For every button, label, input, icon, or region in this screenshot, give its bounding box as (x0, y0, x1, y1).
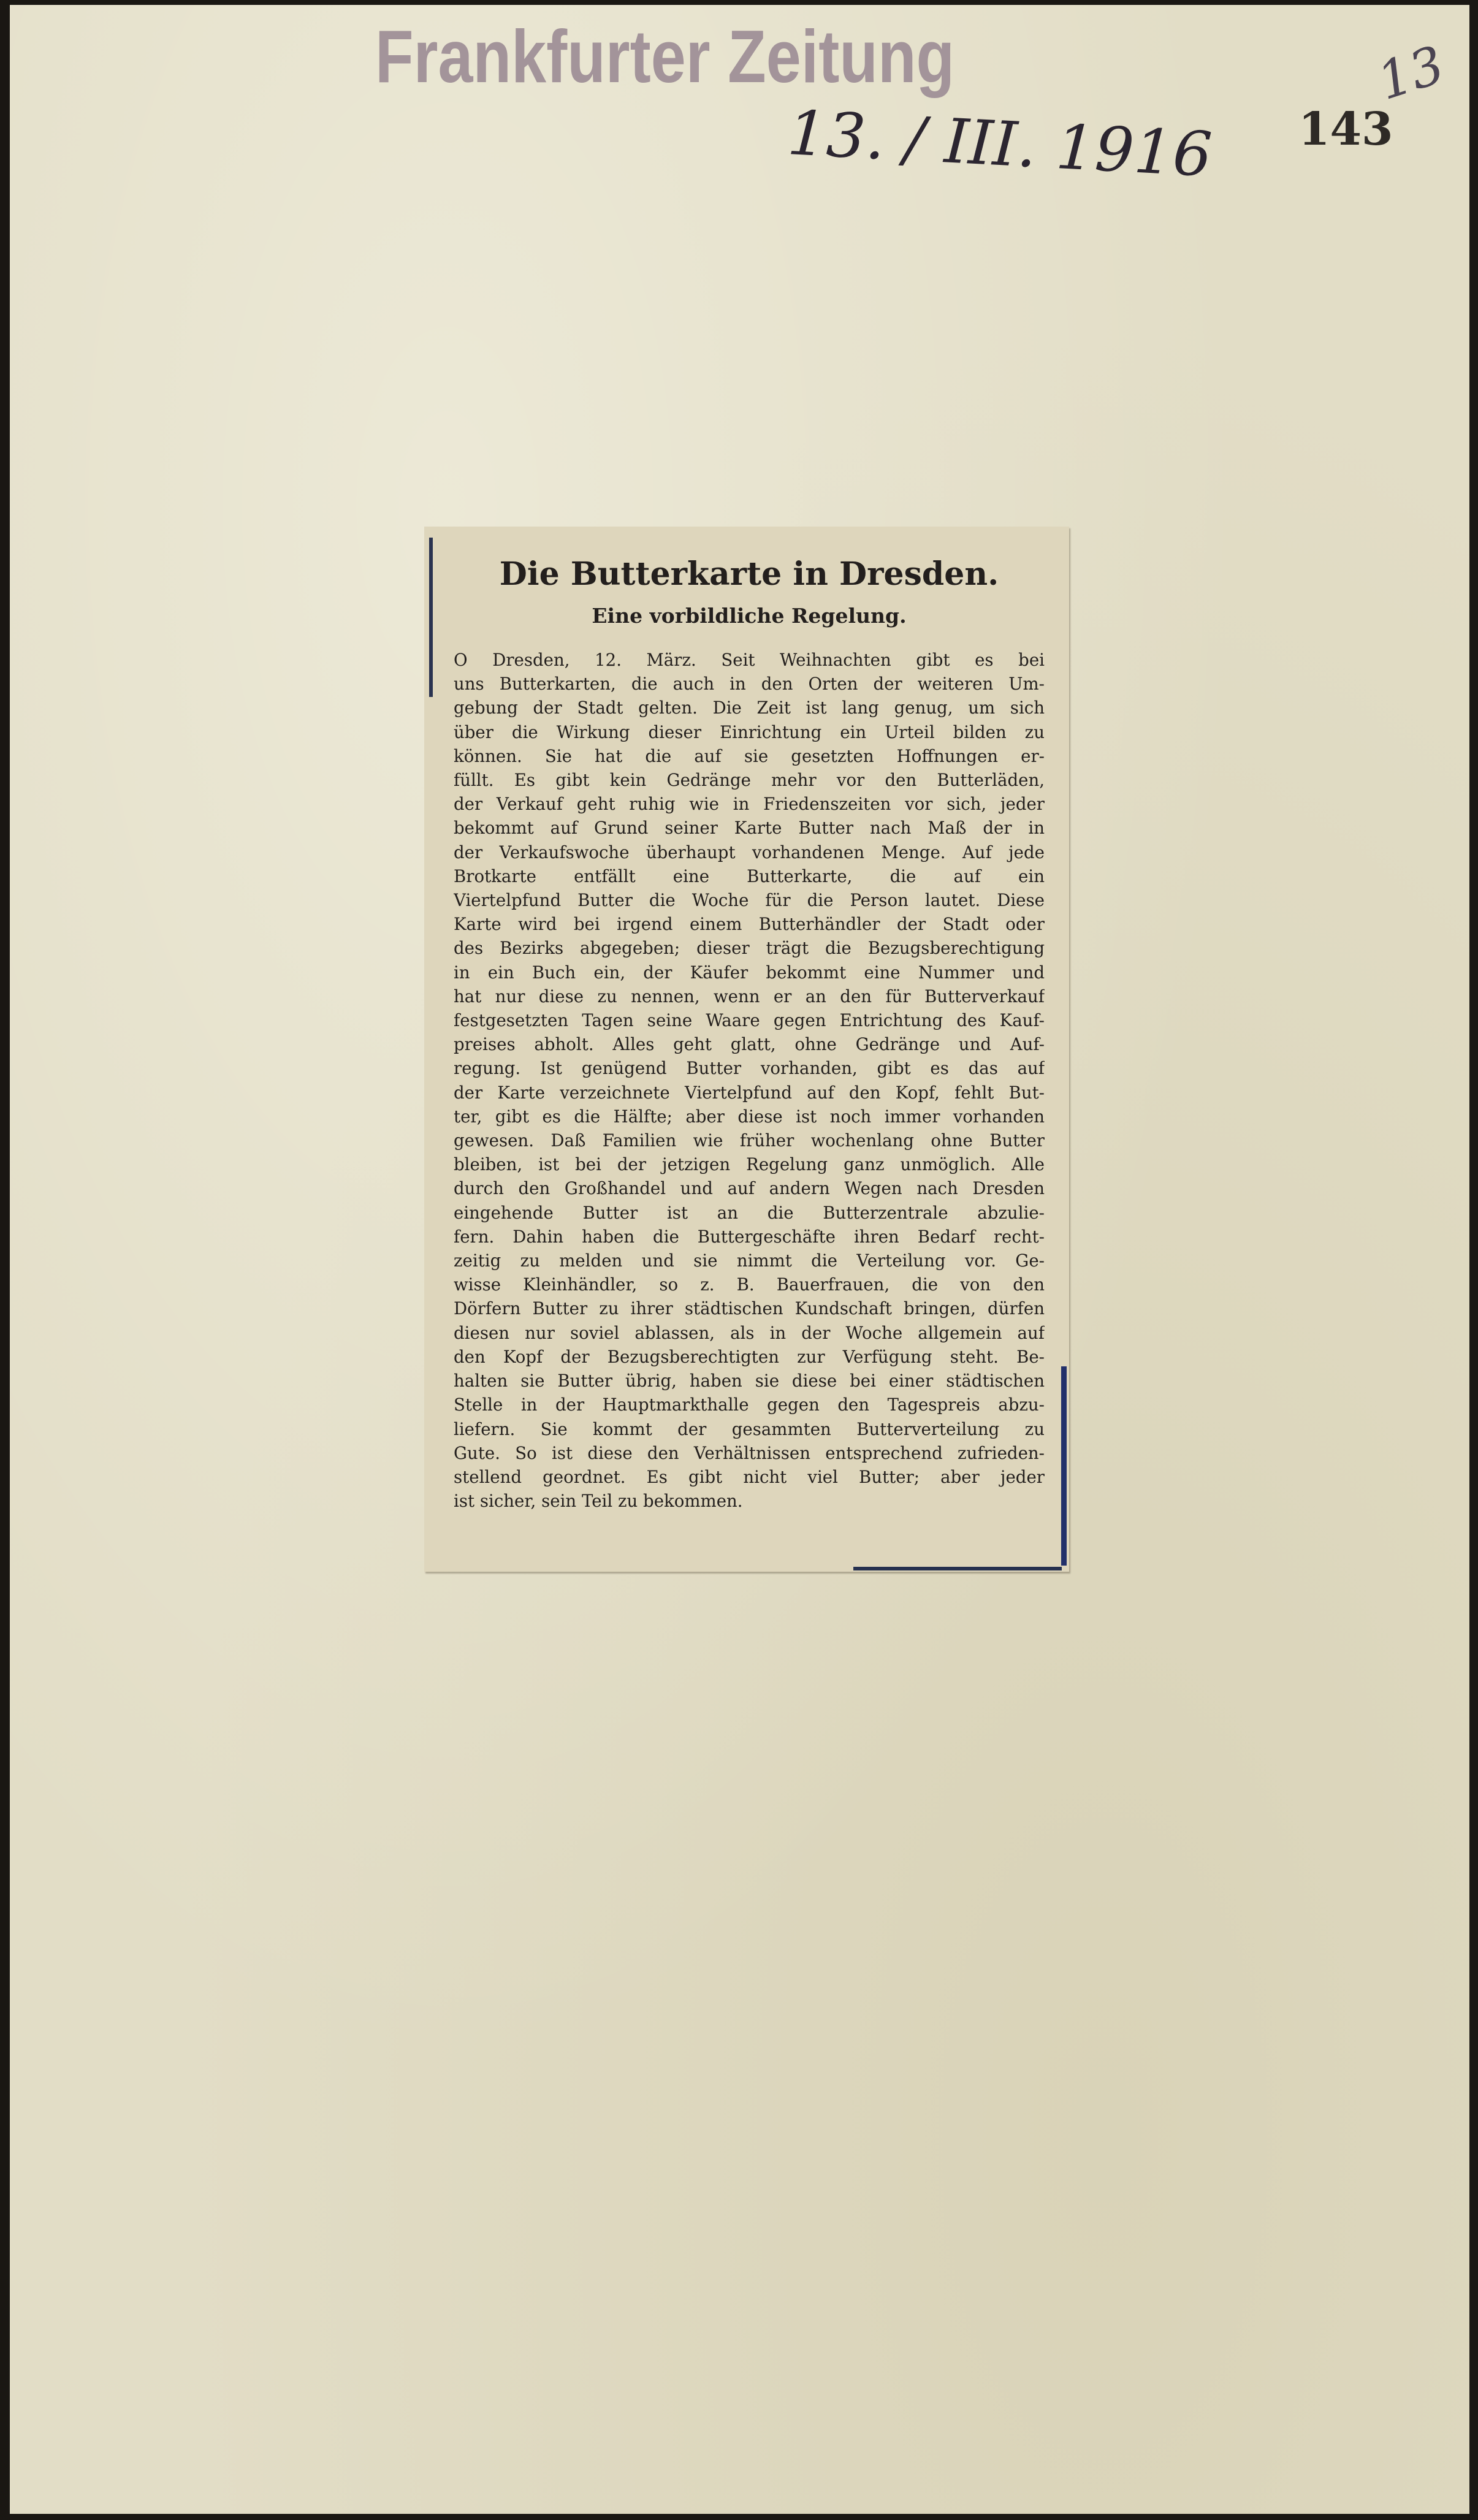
article-line: diesen nur soviel ablassen, als in der Woche allgemein auf (454, 1322, 1045, 1343)
article-line: über die Wirkung dieser Einrichtung ein Urteil bilden zu (454, 721, 1045, 742)
article-line: durch den Großhandel und auf andern Wegen nach Dresden (454, 1178, 1045, 1199)
article-line: des Bezirks abgegeben; dieser trägt die Bezugsberechtigung (454, 938, 1045, 959)
article-line: Viertelpfund Butter die Woche für die Person lautet. Diese (454, 890, 1045, 911)
article-line: festgesetzten Tagen seine Waare gegen Entrichtung des Kauf- (454, 1010, 1045, 1031)
article-line: Stelle in der Hauptmarkthalle gegen den Tagespreis abzu- (454, 1395, 1045, 1415)
article-line: ter, gibt es die Hälfte; aber diese ist noch immer vorhanden (454, 1106, 1045, 1127)
article-line: uns Butterkarten, die auch in den Orten der weiteren Um- (454, 674, 1045, 695)
page-number: 143 (1298, 103, 1393, 156)
handwritten-date: 13. / III. 1916 (785, 97, 1214, 191)
ink-margin-mark (429, 538, 433, 697)
article-body (454, 648, 1045, 1513)
article-line: bleiben, ist bei der jetzigen Regelung ganz unmöglich. Alle (454, 1154, 1045, 1175)
article-line: halten sie Butter übrig, haben sie diese bei einer städtischen (454, 1371, 1045, 1391)
article-headline: Die Butterkarte in Dresden. (499, 555, 999, 593)
article-line: bekommt auf Grund seiner Karte Butter nach Maß der in (454, 818, 1045, 839)
article-line: Dörfern Butter zu ihrer städtischen Kundschaft bringen, dürfen (454, 1298, 1045, 1319)
article-line: liefern. Sie kommt der gesammten Butterverteilung zu (454, 1418, 1045, 1439)
article-line: ist sicher, sein Teil zu bekommen. (454, 1491, 743, 1512)
article-line: eingehende Butter ist an die Butterzentrale abzulie- (454, 1202, 1045, 1223)
ink-margin-mark (1061, 1366, 1067, 1566)
corner-annotation: 13 (1370, 34, 1452, 112)
article-line: wisse Kleinhändler, so z. B. Bauerfrauen, die von den (454, 1274, 1045, 1295)
ink-margin-mark (853, 1567, 1062, 1570)
article-line: preises abholt. Alles geht glatt, ohne Gedränge und Auf- (454, 1034, 1045, 1055)
article-line: Gute. So ist diese den Verhältnissen entsprechend zufrieden- (454, 1442, 1045, 1463)
article-line: Karte wird bei irgend einem Butterhändler der Stadt oder (454, 914, 1045, 935)
article-line: stellend geordnet. Es gibt nicht viel Butter; aber jeder (454, 1466, 1045, 1487)
article-line: der Verkauf geht ruhig wie in Friedenszeiten vor sich, jeder (454, 794, 1045, 815)
article-line: in ein Buch ein, der Käufer bekommt eine Nummer und (454, 962, 1045, 983)
article-line: hat nur diese zu nennen, wenn er an den für Butterverkauf (454, 986, 1045, 1007)
article-line: O Dresden, 12. März. Seit Weihnachten gibt es bei (454, 650, 1045, 670)
article-line: fern. Dahin haben die Buttergeschäfte ihren Bedarf recht- (454, 1226, 1045, 1247)
article-line: zeitig zu melden und sie nimmt die Verteilung vor. Ge- (454, 1250, 1045, 1271)
newspaper-stamp: Frankfurter Zeitung (375, 15, 955, 98)
article-line: gewesen. Daß Familien wie früher wochenlang ohne Butter (454, 1130, 1045, 1151)
article-line: der Verkaufswoche überhaupt vorhandenen Menge. Auf jede (454, 842, 1045, 862)
archive-sheet (10, 5, 1469, 2514)
article-line: können. Sie hat die auf sie gesetzten Hoffnungen er- (454, 745, 1045, 766)
article-line: regung. Ist genügend Butter vorhanden, gibt es das auf (454, 1058, 1045, 1079)
newspaper-clipping (424, 527, 1069, 1572)
article-line: füllt. Es gibt kein Gedränge mehr vor den Butterläden, (454, 770, 1045, 791)
article-line: der Karte verzeichnete Viertelpfund auf den Kopf, fehlt But- (454, 1082, 1045, 1103)
article-line: gebung der Stadt gelten. Die Zeit ist lang genug, um sich (454, 698, 1045, 718)
article-line: Brotkarte entfällt eine Butterkarte, die auf ein (454, 866, 1045, 886)
article-subheadline: Eine vorbildliche Regelung. (592, 604, 907, 628)
article-line: den Kopf der Bezugsberechtigten zur Verfügung steht. Be- (454, 1346, 1045, 1367)
